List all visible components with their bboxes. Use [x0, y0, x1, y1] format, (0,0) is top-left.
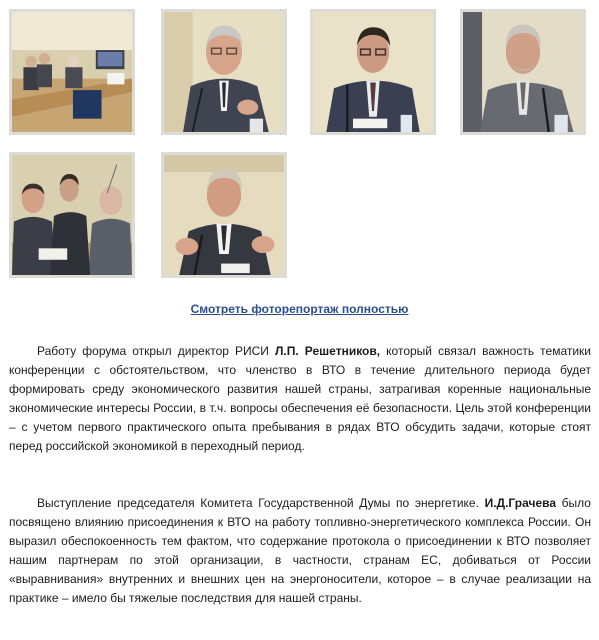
photo-gallery	[0, 0, 599, 290]
full-photo-report-link[interactable]: Смотреть фоторепортаж полностью	[190, 302, 409, 316]
article-paragraph-1	[9, 342, 591, 456]
gallery-thumb-5[interactable]	[9, 152, 135, 278]
speaker-name-grachev: И.Д.Грачева	[484, 496, 557, 510]
photo-speaker-gesturing	[164, 12, 284, 132]
article-paragraph-2	[9, 494, 591, 608]
p2-text-1: Выступление председателя Комитета Государственной Думы по энергетике.	[37, 496, 485, 510]
p1-text-2: который связал важность тематики конференции с обстоятельством, что членство в ВТО в течение длительного периода будет формировать среду экономического развития нашей страны, затрагивая коренные национальные экономические интересы России, в т.ч. вопросы обеспечения её безопасности. Цель этой конференции – с учетом первого практического опыта пребывания в рядах ВТО обсудить задачи, которые стоят перед российской экономикой в переходный период.	[9, 344, 592, 453]
photo-speaker-hands-raised	[164, 155, 284, 275]
gallery-thumb-2[interactable]	[161, 9, 287, 135]
photo-conference-hall	[12, 12, 132, 132]
p1-text-1: Работу форума открыл директор РИСИ	[37, 344, 275, 358]
photo-speaker-gray-hair	[463, 12, 583, 132]
report-link-container	[0, 298, 599, 317]
photo-delegates-table	[12, 155, 132, 275]
article-body	[9, 342, 591, 608]
gallery-thumb-1[interactable]	[9, 9, 135, 135]
speaker-name-reshetnikov: Л.П. Решетников,	[275, 344, 381, 358]
gallery-thumb-4[interactable]	[460, 9, 586, 135]
p2-text-2: было посвящено влиянию присоединения к ВТО на работу топливно-энергетического комплекса России. Он выразил обеспокоенность тем фактом, что содержание протокола о присоединении к ВТО позволяет нашим партнерам по этой организации, в частности, странам ЕС, добиваться от России «выравнивания» внутренних и внешних цен на энергоносители, которое – в случае реализации на практике – имело бы тяжелые последствия для нашей страны.	[9, 496, 591, 605]
gallery-thumb-6[interactable]	[161, 152, 287, 278]
photo-speaker-microphone	[313, 12, 433, 132]
gallery-thumb-3[interactable]	[310, 9, 436, 135]
